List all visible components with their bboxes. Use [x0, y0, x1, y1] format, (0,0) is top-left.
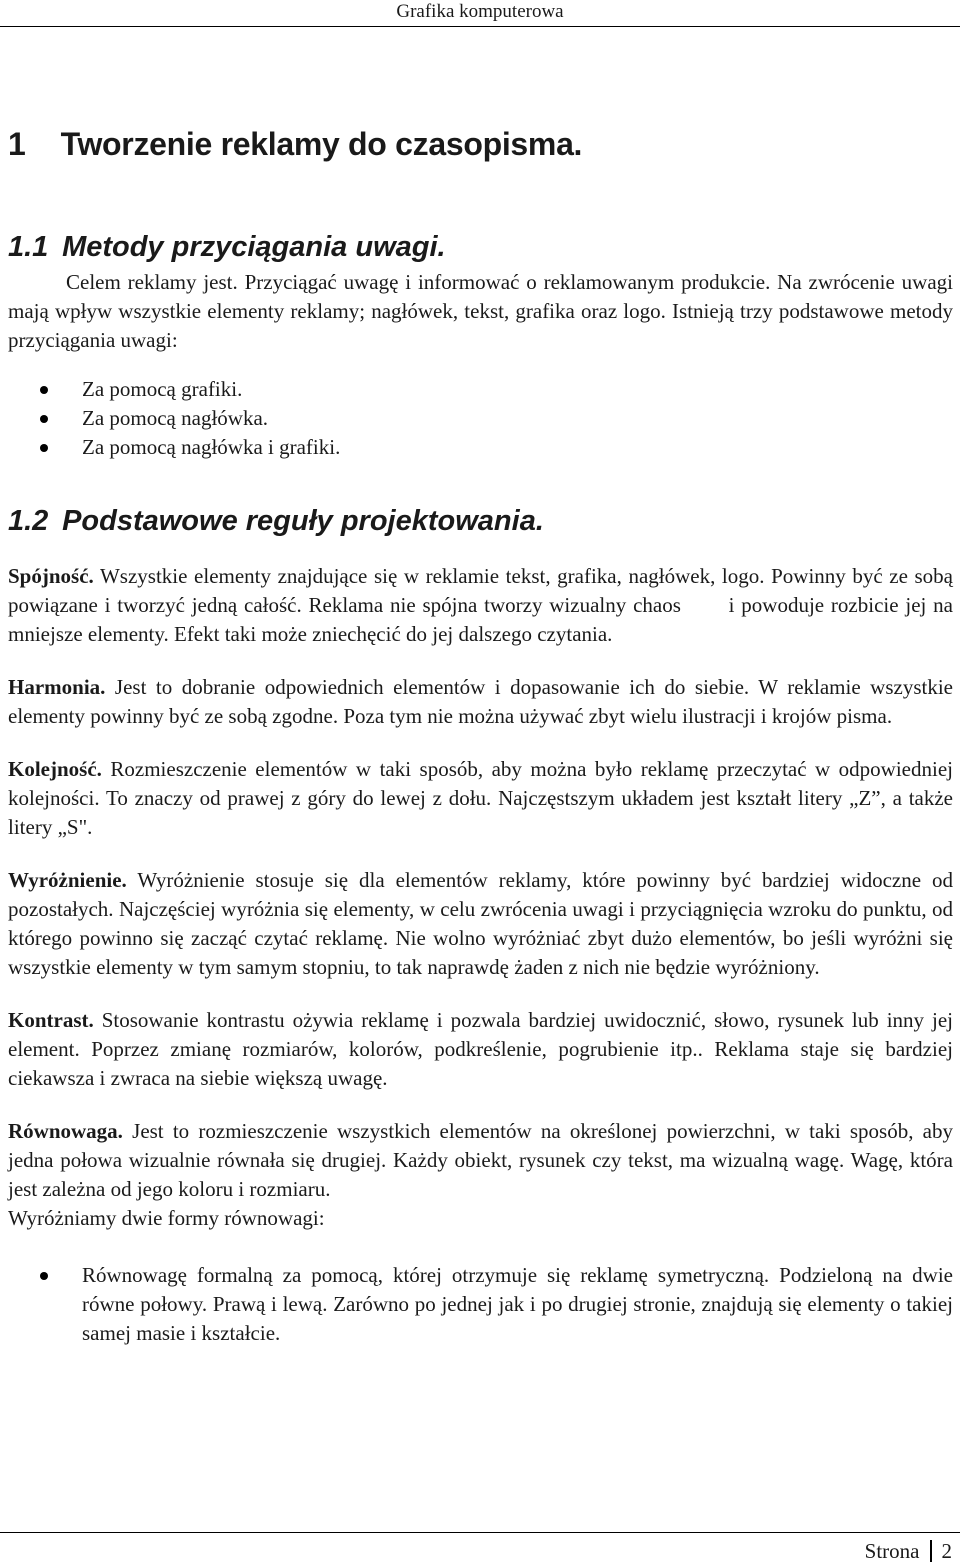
footer-separator [930, 1540, 932, 1562]
rule-harmonia [8, 673, 953, 731]
rule-text: Jest to dobranie odpowiednich elementów i dopasowanie ich do siebie. W reklamie wszystkie elementy powinny być ze sobą zgodne. Poza tym nie można używać zbyt wielu ilustracji i krojów pisma. [8, 675, 953, 728]
section-title: Podstawowe reguły projektowania. [62, 505, 544, 537]
chapter-number: 1 [8, 126, 26, 162]
rule-text: Wszystkie elementy znajdujące się w reklamie tekst, grafika, nagłówek, logo. Powinny być ze sobą powiązane i tworzyć jedną całość. Reklama nie spójna tworzy wizualny chaos i powoduje rozbicie jej na mniejsze elementy. Efekt taki może zniechęcić do jej dalszego czytania. [8, 564, 959, 646]
rule-lead: Równowaga. [8, 1119, 123, 1143]
list-item: Równowagę formalną za pomocą, której otrzymuje się reklamę symetryczną. Podzieloną na dwie równe połowy. Prawą i lewą. Zarówno po jednej jak i po drugiej stronie, znajdują się elementy o takiej samej masie i kształcie. [8, 1261, 953, 1348]
rule-text: Jest to rozmieszczenie wszystkich elementów na określonej powierzchni, w taki sposób, aby jedna połowa wizualnie równała się drugiej. Każdy obiekt, rysunek czy tekst, ma wizualną wagę. Wagę, która jest zależna od jego koloru i rozmiaru. [8, 1119, 953, 1201]
footer-divider [0, 1532, 960, 1533]
bullet-icon [40, 386, 48, 394]
attention-methods-list [8, 375, 953, 462]
chapter-heading [8, 122, 953, 166]
list-item: Za pomocą nagłówka i grafiki. [8, 433, 953, 462]
section-heading-1-1 [8, 226, 953, 268]
balance-forms-list [8, 1261, 953, 1348]
rule-text: Wyróżnienie stosuje się dla elementów reklamy, które powinny być bardziej widoczne od pozostałych. Najczęściej wyróżnia się elementy, w celu zwrócenia uwagi i przyciągnięcia wzroku do punktu, od którego powinno się zacząć czytać reklamę. Nie wolno wyróżniać zbyt dużo elementów, bo jeśli wyróżni się wszystkie elementy w tym samym stopniu, to tak naprawdę żaden z nich nie będzie wyróżniony. [8, 868, 953, 979]
forms-intro: Wyróżniamy dwie formy równowagi: [8, 1206, 325, 1230]
page-header [0, 0, 960, 27]
document-body [8, 122, 959, 1348]
rule-kolejnosc [8, 755, 953, 842]
rule-lead: Spójność. [8, 564, 94, 588]
rule-lead: Wyróżnienie. [8, 868, 127, 892]
rule-spojnosc [8, 562, 959, 649]
section-title: Metody przyciągania uwagi. [62, 231, 446, 263]
list-item: Za pomocą nagłówka. [8, 404, 953, 433]
bullet-icon [40, 1272, 48, 1280]
bullet-icon [40, 415, 48, 423]
rule-rownowaga [8, 1117, 953, 1204]
intro-paragraph: Celem reklamy jest. Przyciągać uwagę i informować o reklamowanym produkcie. Na zwrócenie uwagi mają wpływ wszystkie elementy reklamy; nagłówek, tekst, grafika oraz logo. Istnieją trzy podstawowe metody przyciągania uwagi: [8, 270, 953, 352]
page-label: Strona [864, 1539, 920, 1563]
section-number: 1.1 [8, 231, 49, 263]
header-title: Grafika komputerowa [396, 1, 564, 22]
rule-lead: Harmonia. [8, 675, 106, 699]
rule-wyroznienie [8, 866, 953, 982]
bullet-icon [40, 444, 48, 452]
rule-text: Rozmieszczenie elementów w taki sposób, aby można było reklamę przeczytać w odpowiedniej kolejności. To znaczy od prawej z góry do lewej z dołu. Najczęstszym układem jest kształt litery „Z”, a także litery „S". [8, 757, 953, 839]
chapter-title: Tworzenie reklamy do czasopisma. [60, 126, 583, 162]
rule-kontrast [8, 1006, 953, 1093]
rule-text: Stosowanie kontrastu ożywia reklamę i pozwala bardziej uwidocznić, słowo, rysunek lub inny jej element. Poprzez zmianę rozmiarów, kolorów, podkreślenie, pogrubienie itp.. Reklama staje się bardziej ciekawsza i zwraca na siebie większą uwagę. [8, 1008, 953, 1090]
section-number: 1.2 [8, 505, 49, 537]
rule-lead: Kolejność. [8, 757, 102, 781]
page-number: 2 [941, 1539, 952, 1563]
list-item: Za pomocą grafiki. [8, 375, 953, 404]
page-footer [865, 1538, 952, 1564]
section-heading-1-2 [8, 500, 953, 542]
rule-lead: Kontrast. [8, 1008, 94, 1032]
